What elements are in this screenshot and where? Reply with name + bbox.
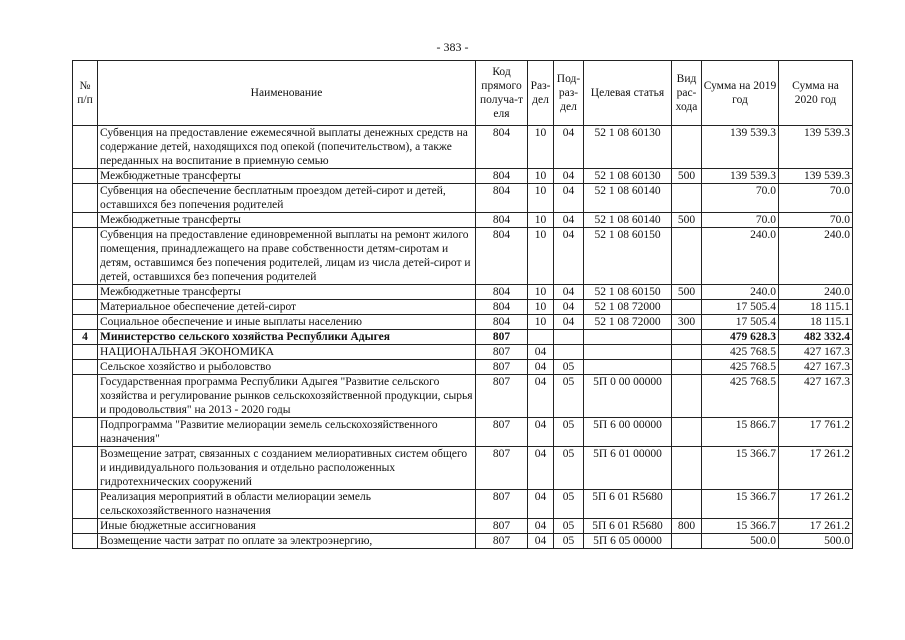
cell-num <box>73 126 98 169</box>
cell-section: 04 <box>528 490 554 519</box>
cell-code: 807 <box>476 447 528 490</box>
cell-sum-2019: 15 366.7 <box>702 519 779 534</box>
table-row <box>73 490 853 519</box>
cell-num <box>73 447 98 490</box>
cell-name: Сельское хозяйство и рыболовство <box>98 360 476 375</box>
cell-num <box>73 345 98 360</box>
cell-name: Реализация мероприятий в области мелиорации земель сельскохозяйственного назначения <box>98 490 476 519</box>
cell-name: Иные бюджетные ассигнования <box>98 519 476 534</box>
cell-section: 04 <box>528 534 554 549</box>
cell-name: Субвенция на предоставление ежемесячной выплаты денежных средств на содержание детей, находящихся под опекой (попечительством), а также переданных на воспитание в приемную семью <box>98 126 476 169</box>
cell-exp-type <box>672 534 702 549</box>
table-row <box>73 300 853 315</box>
cell-name: Субвенция на обеспечение бесплатным проездом детей-сирот и детей, оставшихся без попечения родителей <box>98 184 476 213</box>
cell-name: Социальное обеспечение и иные выплаты населению <box>98 315 476 330</box>
cell-subsection: 05 <box>554 519 584 534</box>
cell-code: 807 <box>476 519 528 534</box>
cell-exp-type: 300 <box>672 315 702 330</box>
cell-section: 10 <box>528 169 554 184</box>
cell-sum-2019: 425 768.5 <box>702 360 779 375</box>
cell-sum-2020: 17 261.2 <box>779 519 853 534</box>
cell-name: Подпрограмма "Развитие мелиорации земель сельскохозяйственного назначения" <box>98 418 476 447</box>
cell-exp-type <box>672 300 702 315</box>
cell-target: 5П 6 01 R5680 <box>584 490 672 519</box>
cell-section: 10 <box>528 184 554 213</box>
cell-exp-type <box>672 447 702 490</box>
cell-name: Материальное обеспечение детей-сирот <box>98 300 476 315</box>
cell-subsection: 05 <box>554 418 584 447</box>
cell-subsection: 05 <box>554 534 584 549</box>
header-target: Целевая статья <box>584 61 672 126</box>
cell-code: 807 <box>476 330 528 345</box>
cell-section <box>528 330 554 345</box>
cell-code: 804 <box>476 228 528 285</box>
cell-sum-2020: 427 167.3 <box>779 360 853 375</box>
cell-name: Межбюджетные трансферты <box>98 285 476 300</box>
cell-name: Межбюджетные трансферты <box>98 169 476 184</box>
cell-subsection: 04 <box>554 184 584 213</box>
cell-exp-type <box>672 345 702 360</box>
cell-code: 807 <box>476 360 528 375</box>
cell-target: 5П 6 01 00000 <box>584 447 672 490</box>
cell-sum-2020: 18 115.1 <box>779 315 853 330</box>
cell-code: 804 <box>476 315 528 330</box>
cell-sum-2019: 70.0 <box>702 213 779 228</box>
cell-sum-2020: 70.0 <box>779 184 853 213</box>
cell-subsection: 05 <box>554 360 584 375</box>
cell-section: 04 <box>528 418 554 447</box>
cell-sum-2020: 240.0 <box>779 285 853 300</box>
cell-exp-type: 500 <box>672 169 702 184</box>
cell-subsection: 04 <box>554 228 584 285</box>
cell-sum-2019: 479 628.3 <box>702 330 779 345</box>
cell-sum-2019: 15 366.7 <box>702 447 779 490</box>
cell-section: 10 <box>528 213 554 228</box>
table-row <box>73 534 853 549</box>
cell-subsection: 04 <box>554 315 584 330</box>
cell-sum-2020: 427 167.3 <box>779 345 853 360</box>
cell-sum-2019: 70.0 <box>702 184 779 213</box>
cell-target: 5П 6 01 R5680 <box>584 519 672 534</box>
cell-target: 52 1 08 60140 <box>584 184 672 213</box>
cell-subsection <box>554 345 584 360</box>
cell-code: 804 <box>476 126 528 169</box>
table-row <box>73 375 853 418</box>
cell-sum-2019: 15 366.7 <box>702 490 779 519</box>
header-section: Раз- дел <box>528 61 554 126</box>
table-row <box>73 315 853 330</box>
cell-sum-2019: 425 768.5 <box>702 375 779 418</box>
cell-num <box>73 228 98 285</box>
cell-code: 804 <box>476 213 528 228</box>
table-row <box>73 285 853 300</box>
cell-target: 5П 6 05 00000 <box>584 534 672 549</box>
cell-num <box>73 169 98 184</box>
cell-sum-2019: 240.0 <box>702 285 779 300</box>
cell-num <box>73 418 98 447</box>
cell-sum-2020: 139 539.3 <box>779 169 853 184</box>
cell-section: 04 <box>528 447 554 490</box>
table-row <box>73 126 853 169</box>
cell-sum-2019: 15 866.7 <box>702 418 779 447</box>
table-row <box>73 345 853 360</box>
cell-target <box>584 345 672 360</box>
cell-section: 04 <box>528 360 554 375</box>
cell-sum-2019: 240.0 <box>702 228 779 285</box>
cell-sum-2020: 482 332.4 <box>779 330 853 345</box>
cell-section: 04 <box>528 375 554 418</box>
cell-sum-2019: 500.0 <box>702 534 779 549</box>
cell-sum-2019: 425 768.5 <box>702 345 779 360</box>
cell-sum-2020: 18 115.1 <box>779 300 853 315</box>
cell-target: 52 1 08 72000 <box>584 315 672 330</box>
table-row <box>73 330 853 345</box>
cell-num <box>73 375 98 418</box>
cell-code: 807 <box>476 534 528 549</box>
cell-subsection: 05 <box>554 447 584 490</box>
cell-target: 52 1 08 60130 <box>584 169 672 184</box>
cell-num <box>73 300 98 315</box>
cell-sum-2020: 17 761.2 <box>779 418 853 447</box>
cell-exp-type <box>672 228 702 285</box>
cell-sum-2020: 427 167.3 <box>779 375 853 418</box>
table-row <box>73 169 853 184</box>
cell-target: 5П 6 00 00000 <box>584 418 672 447</box>
header-subsection: Под- раз- дел <box>554 61 584 126</box>
cell-target <box>584 360 672 375</box>
cell-exp-type <box>672 184 702 213</box>
cell-exp-type <box>672 330 702 345</box>
table-row <box>73 184 853 213</box>
cell-code: 804 <box>476 300 528 315</box>
cell-exp-type: 500 <box>672 285 702 300</box>
cell-code: 807 <box>476 490 528 519</box>
header-num: № п/п <box>73 61 98 126</box>
cell-num <box>73 490 98 519</box>
cell-code: 807 <box>476 375 528 418</box>
cell-target <box>584 330 672 345</box>
cell-target: 52 1 08 60140 <box>584 213 672 228</box>
cell-sum-2019: 139 539.3 <box>702 126 779 169</box>
cell-subsection <box>554 330 584 345</box>
cell-section: 10 <box>528 285 554 300</box>
table-row <box>73 213 853 228</box>
cell-subsection: 05 <box>554 375 584 418</box>
cell-subsection: 04 <box>554 285 584 300</box>
cell-num <box>73 534 98 549</box>
cell-sum-2020: 139 539.3 <box>779 126 853 169</box>
header-sum-2019: Сумма на 2019 год <box>702 61 779 126</box>
cell-name: Возмещение части затрат по оплате за электроэнергию, <box>98 534 476 549</box>
cell-subsection: 05 <box>554 490 584 519</box>
cell-code: 804 <box>476 169 528 184</box>
cell-num <box>73 285 98 300</box>
cell-name: Возмещение затрат, связанных с созданием мелиоративных систем общего и индивидуального пользования и отдельно расположенных гидротехнических сооружений <box>98 447 476 490</box>
cell-section: 10 <box>528 126 554 169</box>
cell-code: 804 <box>476 285 528 300</box>
cell-target: 5П 0 00 00000 <box>584 375 672 418</box>
cell-section: 10 <box>528 315 554 330</box>
cell-exp-type <box>672 418 702 447</box>
cell-target: 52 1 08 72000 <box>584 300 672 315</box>
cell-subsection: 04 <box>554 169 584 184</box>
cell-num <box>73 184 98 213</box>
cell-sum-2020: 70.0 <box>779 213 853 228</box>
cell-exp-type <box>672 490 702 519</box>
header-code: Код прямого получа-т еля <box>476 61 528 126</box>
cell-sum-2020: 17 261.2 <box>779 490 853 519</box>
cell-sum-2019: 17 505.4 <box>702 300 779 315</box>
cell-exp-type: 500 <box>672 213 702 228</box>
cell-num <box>73 519 98 534</box>
header-sum-2020: Сумма на 2020 год <box>779 61 853 126</box>
cell-code: 804 <box>476 184 528 213</box>
cell-sum-2020: 17 261.2 <box>779 447 853 490</box>
table-row <box>73 228 853 285</box>
cell-num <box>73 360 98 375</box>
cell-subsection: 04 <box>554 126 584 169</box>
table-row <box>73 519 853 534</box>
cell-sum-2020: 500.0 <box>779 534 853 549</box>
table-row <box>73 360 853 375</box>
cell-sum-2020: 240.0 <box>779 228 853 285</box>
page-number: - 383 - <box>436 40 469 54</box>
cell-name: Межбюджетные трансферты <box>98 213 476 228</box>
table-row <box>73 447 853 490</box>
cell-section: 10 <box>528 228 554 285</box>
cell-subsection: 04 <box>554 300 584 315</box>
cell-name: Министерство сельского хозяйства Республики Адыгея <box>98 330 476 345</box>
cell-sum-2019: 139 539.3 <box>702 169 779 184</box>
cell-section: 04 <box>528 519 554 534</box>
cell-num <box>73 315 98 330</box>
cell-num: 4 <box>73 330 98 345</box>
cell-exp-type <box>672 360 702 375</box>
cell-target: 52 1 08 60150 <box>584 285 672 300</box>
cell-exp-type: 800 <box>672 519 702 534</box>
table-header-row <box>73 61 853 126</box>
cell-sum-2019: 17 505.4 <box>702 315 779 330</box>
cell-subsection: 04 <box>554 213 584 228</box>
cell-name: Субвенция на предоставление единовременной выплаты на ремонт жилого помещения, принадлежащего на праве собственности детям-сиротам и детям, оставшимся без попечения родителей, лицам из числа детей-сирот и детей, оставшихся без попечения родителей <box>98 228 476 285</box>
table-row <box>73 418 853 447</box>
cell-name: НАЦИОНАЛЬНАЯ ЭКОНОМИКА <box>98 345 476 360</box>
header-exp-type: Вид рас- хода <box>672 61 702 126</box>
cell-section: 10 <box>528 300 554 315</box>
cell-name: Государственная программа Республики Адыгея "Развитие сельского хозяйства и регулирование рынков сельскохозяйственной продукции, сырья и продовольствия" на 2013 - 2020 годы <box>98 375 476 418</box>
cell-section: 04 <box>528 345 554 360</box>
cell-code: 807 <box>476 418 528 447</box>
cell-target: 52 1 08 60150 <box>584 228 672 285</box>
header-name: Наименование <box>98 61 476 126</box>
cell-target: 52 1 08 60130 <box>584 126 672 169</box>
cell-num <box>73 213 98 228</box>
budget-table <box>72 60 853 549</box>
table-body <box>73 126 853 549</box>
cell-exp-type <box>672 375 702 418</box>
cell-code: 807 <box>476 345 528 360</box>
cell-exp-type <box>672 126 702 169</box>
